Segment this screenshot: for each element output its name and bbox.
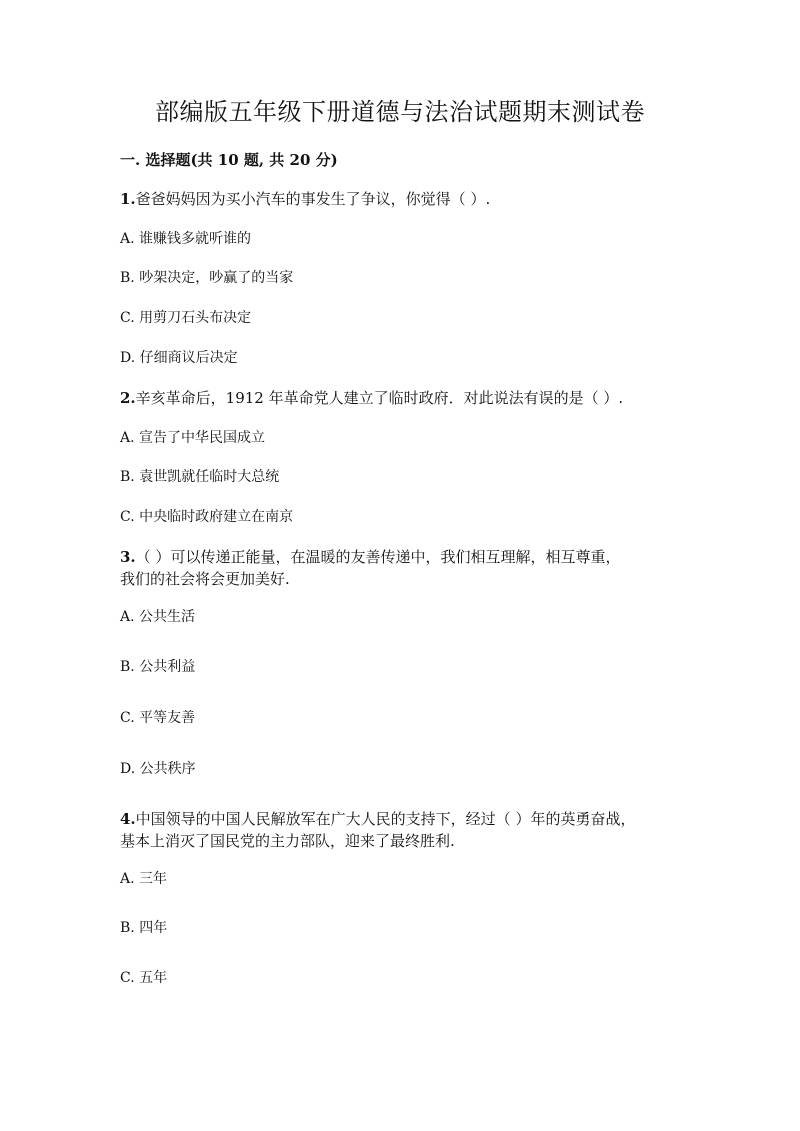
question-4-stem-continued: 基本上消灭了国民党的主力部队，迎来了最终胜利. <box>120 832 455 850</box>
option-c: C. 平等友善 <box>120 710 196 726</box>
question-3-stem <box>120 547 700 567</box>
question-1-stem <box>120 189 700 209</box>
question-text: （ ）可以传递正能量，在温暖的友善传递中，我们相互理解，相互尊重， <box>135 548 621 566</box>
option-c: C. 中央临时政府建立在南京 <box>120 509 294 525</box>
option-d: D. 仔细商议后决定 <box>120 350 238 366</box>
option-a: A. 三年 <box>120 871 168 887</box>
option-d: D. 公共秩序 <box>120 761 196 777</box>
option-b: B. 公共利益 <box>120 659 196 675</box>
option-b: B. 袁世凯就任临时大总统 <box>120 469 280 485</box>
option-a: A. 公共生活 <box>120 609 196 625</box>
option-b: B. 四年 <box>120 920 168 936</box>
option-b: B. 吵架决定，吵赢了的当家 <box>120 270 294 286</box>
question-3-stem-continued: 我们的社会将会更加美好. <box>120 570 290 588</box>
question-4-stem <box>120 809 700 829</box>
question-number: 4. <box>120 810 136 828</box>
option-c: C. 五年 <box>120 970 168 986</box>
question-text: 中国领导的中国人民解放军在广大人民的支持下，经过（ ）年的英勇奋战， <box>135 810 636 828</box>
question-number: 2. <box>120 389 136 407</box>
option-c: C. 用剪刀石头布决定 <box>120 310 252 326</box>
question-number: 1. <box>120 190 136 208</box>
section-header: 一. 选择题(共 10 题, 共 20 分) <box>120 151 338 169</box>
option-a: A. 宣告了中华民国成立 <box>120 430 266 446</box>
option-a: A. 谁赚钱多就听谁的 <box>120 231 252 247</box>
question-2-stem <box>120 388 700 408</box>
question-number: 3. <box>120 548 136 566</box>
question-text: 爸爸妈妈因为买小汽车的事发生了争议，你觉得（ ）. <box>135 190 491 208</box>
question-text: 辛亥革命后，1912 年革命党人建立了临时政府．对此说法有误的是（ ）. <box>135 389 624 407</box>
page-title: 部编版五年级下册道德与法治试题期末测试卷 <box>155 98 645 126</box>
